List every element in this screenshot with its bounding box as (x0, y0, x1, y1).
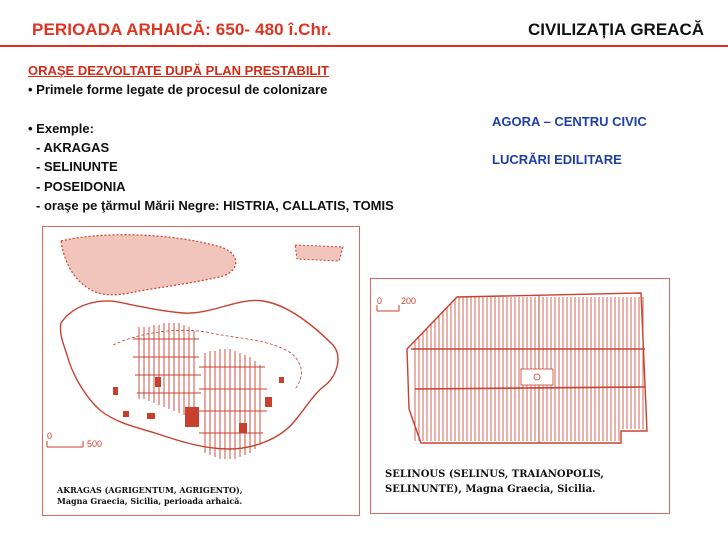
example-selinunte: - SELINUNTE (36, 159, 118, 174)
akragas-caption-line1: AKRAGAS (AGRIGENTUM, AGRIGENTO), (57, 485, 243, 495)
bullet-colonization: • Primele forme legate de procesul de colonizare (28, 82, 328, 97)
selinous-caption-line2: SELINUNTE), Magna Graecia, Sicilia. (385, 484, 596, 495)
slide-title: PERIOADA ARHAICĂ: 650- 480 î.Chr. (32, 20, 332, 39)
selinous-scale-value: 200 (401, 296, 417, 306)
akragas-city-plan (43, 227, 359, 515)
selinous-scale-zero: 0 (377, 296, 383, 306)
akragas-scale-zero: 0 (47, 431, 53, 441)
example-poseidonia: - POSEIDONIA (36, 179, 126, 194)
note-edilitare: LUCRĂRI EDILITARE (492, 152, 622, 167)
akragas-caption-line2: Magna Graecia, Sicilia, perioada arhaică. (57, 496, 243, 506)
example-black-sea-cities: - oraşe pe ţărmul Mării Negre: HISTRIA, CALLATIS, TOMIS (36, 198, 394, 213)
slide-subject: CIVILIZAȚIA GREACĂ (528, 20, 704, 39)
section-heading: ORAŞE DEZVOLTATE DUPĂ PLAN PRESTABILIT (28, 63, 329, 78)
note-agora: AGORA – CENTRU CIVIC (492, 114, 647, 129)
bullet-examples: • Exemple: (28, 121, 94, 136)
akragas-map-panel (42, 226, 360, 516)
selinous-caption-line1: SELINOUS (SELINUS, TRAIANOPOLIS, (385, 469, 604, 480)
example-akragas: - AKRAGAS (36, 140, 110, 155)
akragas-scale-value: 500 (87, 439, 103, 449)
title-divider (0, 45, 728, 47)
selinous-map-panel (370, 278, 670, 514)
